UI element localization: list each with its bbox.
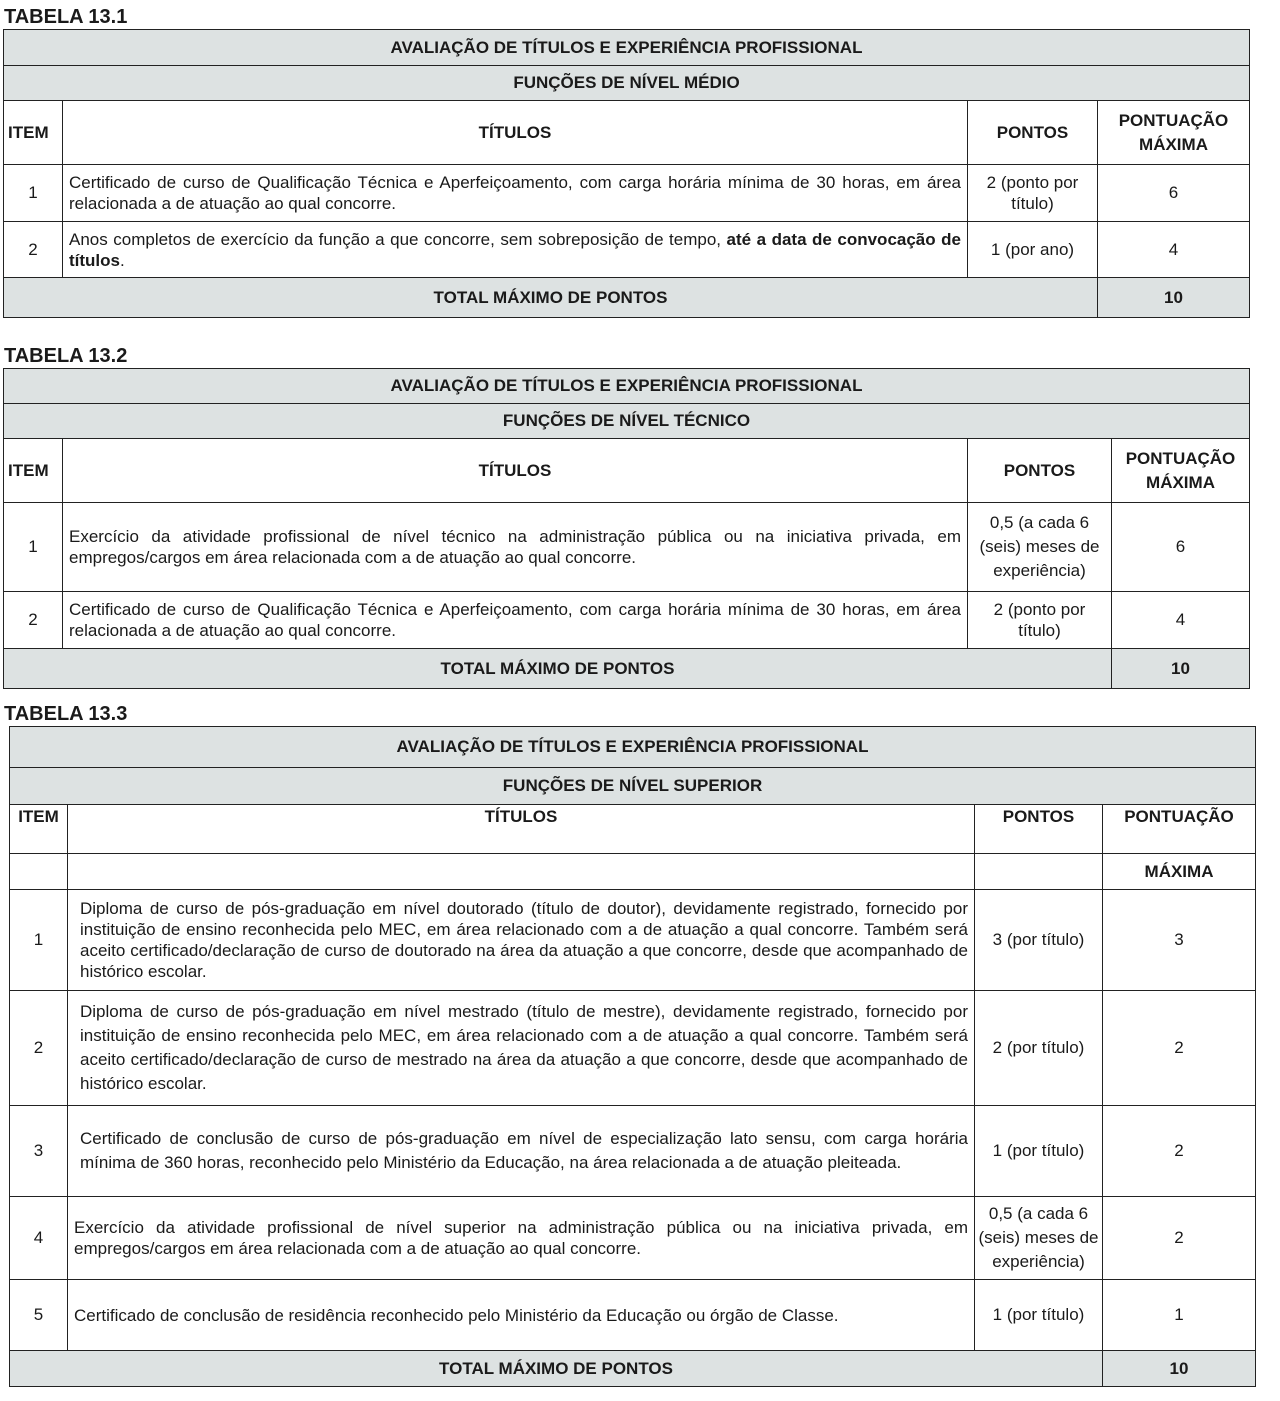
table-heading: AVALIAÇÃO DE TÍTULOS E EXPERIÊNCIA PROFISSIONAL	[4, 369, 1250, 404]
total-label: TOTAL MÁXIMO DE PONTOS	[4, 278, 1098, 318]
table-13-3-caption: TABELA 13.3	[4, 703, 128, 725]
row-item: 1	[4, 503, 63, 592]
row-titulo-text: Anos completos de exercício da função a que concorre, sem sobreposição de tempo,	[69, 229, 727, 249]
table-subheading: FUNÇÕES DE NÍVEL MÉDIO	[4, 66, 1250, 101]
table-row	[10, 991, 1256, 1106]
table-row	[4, 503, 1250, 592]
table-row	[10, 890, 1256, 991]
row-max: 1	[1103, 1280, 1256, 1351]
row-titulo: Diploma de curso de pós-graduação em nível mestrado (título de mestre), devidamente registrado, fornecido por instituição de ensino reconhecida pelo MEC, em área relacionado com a de atuação a qual concorre. Também será aceito certificado/declaração de curso de mestrado na área da atuação a que concorre, desde que acompanhado de histórico escolar.	[68, 991, 975, 1106]
row-pontos: 0,5 (a cada 6 (seis) meses de experiência)	[968, 503, 1112, 592]
row-item: 4	[10, 1197, 68, 1280]
table-row	[4, 592, 1250, 649]
row-max: 3	[1103, 890, 1256, 991]
row-titulo: Certificado de conclusão de residência reconhecido pelo Ministério da Educação ou órgão de Classe.	[68, 1280, 975, 1351]
row-titulo: Diploma de curso de pós-graduação em nível doutorado (título de doutor), devidamente registrado, fornecido por instituição de ensino reconhecida pelo MEC, em área relacionado com a de atuação a qual concorre. Também será aceito certificado/declaração de curso de doutorado na área da atuação a que concorre, desde que acompanhado de histórico escolar.	[68, 890, 975, 991]
row-max: 4	[1112, 592, 1250, 649]
row-item: 2	[4, 222, 63, 278]
table-heading: AVALIAÇÃO DE TÍTULOS E EXPERIÊNCIA PROFISSIONAL	[10, 727, 1256, 768]
row-item: 1	[4, 165, 63, 222]
total-value: 10	[1112, 649, 1250, 689]
row-titulo: Certificado de curso de Qualificação Técnica e Aperfeiçoamento, com carga horária mínima de 30 horas, em área relacionada a de atuação ao qual concorre.	[63, 165, 968, 222]
row-pontos: 1 (por título)	[975, 1106, 1103, 1197]
table-subheading: FUNÇÕES DE NÍVEL SUPERIOR	[10, 768, 1256, 805]
col-header-item: ITEM	[4, 439, 63, 503]
col-header-pontos: PONTOS	[968, 101, 1098, 165]
row-titulo: Certificado de conclusão de curso de pós-graduação em nível de especialização lato sensu, com carga horária mínima de 360 horas, reconhecido pelo Ministério da Educação, na área relacionada a de atuação pleiteada.	[68, 1106, 975, 1197]
row-max: 6	[1112, 503, 1250, 592]
table-13-2	[3, 368, 1250, 689]
col-header-pontos: PONTOS	[975, 805, 1103, 854]
row-titulo-bold: até a data de convocação de títulos	[69, 229, 961, 270]
table-row	[10, 1280, 1256, 1351]
row-titulo: Exercício da atividade profissional de nível superior na administração pública ou na iniciativa privada, em empregos/cargos em área relacionada com a de atuação ao qual concorre.	[68, 1197, 975, 1280]
table-subheading: FUNÇÕES DE NÍVEL TÉCNICO	[4, 404, 1250, 439]
col-header-item: ITEM	[4, 101, 63, 165]
empty-cell	[975, 854, 1103, 890]
table-row	[10, 1197, 1256, 1280]
row-pontos: 2 (por título)	[975, 991, 1103, 1106]
empty-cell	[10, 854, 68, 890]
row-titulo: Certificado de curso de Qualificação Técnica e Aperfeiçoamento, com carga horária mínima de 30 horas, em área relacionada a de atuação ao qual concorre.	[63, 592, 968, 649]
table-row	[10, 1106, 1256, 1197]
row-titulo: Exercício da atividade profissional de nível técnico na administração pública ou na iniciativa privada, em empregos/cargos em área relacionada com a de atuação ao qual concorre.	[63, 503, 968, 592]
row-pontos: 0,5 (a cada 6 (seis) meses de experiência)	[975, 1197, 1103, 1280]
row-item: 3	[10, 1106, 68, 1197]
row-max: 4	[1098, 222, 1250, 278]
table-13-1	[3, 29, 1250, 318]
col-header-titulos: TÍTULOS	[63, 101, 968, 165]
table-row	[4, 222, 1250, 278]
row-pontos: 1 (por ano)	[968, 222, 1098, 278]
row-pontos: 2 (ponto por título)	[968, 165, 1098, 222]
row-item: 2	[10, 991, 68, 1106]
col-header-max: PONTUAÇÃO MÁXIMA	[1112, 439, 1250, 503]
row-item: 5	[10, 1280, 68, 1351]
col-header-max-continued: MÁXIMA	[1103, 854, 1256, 890]
col-header-max: PONTUAÇÃO	[1103, 805, 1256, 854]
col-header-titulos: TÍTULOS	[68, 805, 975, 854]
row-titulo	[63, 222, 968, 278]
empty-cell	[68, 854, 975, 890]
row-pontos: 1 (por título)	[975, 1280, 1103, 1351]
table-heading: AVALIAÇÃO DE TÍTULOS E EXPERIÊNCIA PROFISSIONAL	[4, 30, 1250, 66]
table-13-3	[9, 726, 1256, 1387]
total-label: TOTAL MÁXIMO DE PONTOS	[4, 649, 1112, 689]
row-item: 2	[4, 592, 63, 649]
total-value: 10	[1098, 278, 1250, 318]
row-max: 2	[1103, 1197, 1256, 1280]
col-header-max: PONTUAÇÃO MÁXIMA	[1098, 101, 1250, 165]
row-max: 2	[1103, 1106, 1256, 1197]
row-max: 6	[1098, 165, 1250, 222]
col-header-titulos: TÍTULOS	[63, 439, 968, 503]
total-value: 10	[1103, 1351, 1256, 1387]
table-row	[4, 165, 1250, 222]
row-max: 2	[1103, 991, 1256, 1106]
row-pontos: 2 (ponto por título)	[968, 592, 1112, 649]
col-header-item: ITEM	[10, 805, 68, 854]
table-13-1-caption: TABELA 13.1	[4, 6, 128, 28]
row-pontos: 3 (por título)	[975, 890, 1103, 991]
row-item: 1	[10, 890, 68, 991]
col-header-pontos: PONTOS	[968, 439, 1112, 503]
table-13-2-caption: TABELA 13.2	[4, 345, 128, 367]
total-label: TOTAL MÁXIMO DE PONTOS	[10, 1351, 1103, 1387]
row-titulo-end: .	[120, 250, 125, 270]
